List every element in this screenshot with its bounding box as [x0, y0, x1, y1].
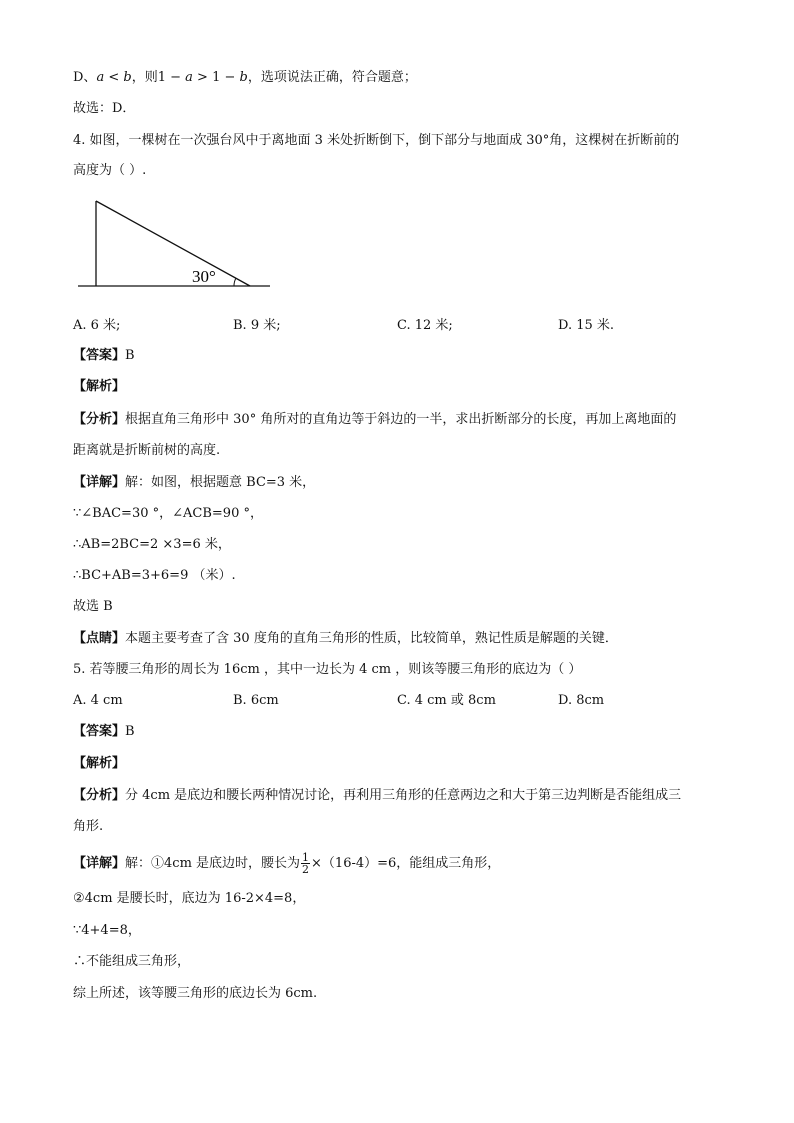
q3-conclusion: ，选项说法正确，符合题意；: [247, 70, 417, 85]
q5-xiangjie-post: ×（16-4）=6，能组成三角形，: [311, 856, 501, 871]
q3-expr2-gt: > 1 −: [192, 70, 240, 85]
q4-xiangjie-tag: 【详解】: [73, 475, 126, 490]
q3-expr-b: b: [123, 70, 132, 85]
q4-dianjing-tag: 【点睛】: [73, 631, 126, 646]
q5-stem: 5. 若等腰三角形的周长为 16cm ，其中一边长为 4 cm ，则该等腰三角形的底边为（ ）: [73, 662, 582, 677]
q4-step1: ∵∠BAC=30 °，∠ACB=90 °，: [73, 506, 263, 521]
q3-then: ，则: [131, 70, 158, 85]
q4-step3: ∴BC+AB=3+6=9 （米）.: [73, 568, 236, 583]
q5-analysis-tag: 【解析】: [73, 756, 126, 771]
q5-frac-numerator: 1: [302, 851, 310, 864]
q4-analysis-tag: 【解析】: [73, 379, 126, 394]
q5-step1: ∵4+4=8，: [73, 923, 141, 938]
q4-answer: B: [125, 348, 135, 363]
q4-option-d: D. 15 米.: [558, 318, 615, 333]
q5-option-d: D. 8cm: [558, 693, 605, 708]
q5-fenxi-line2: 角形.: [73, 819, 104, 834]
q4-option-b: B. 9 米;: [233, 318, 281, 333]
q4-fenxi-text1: 根据直角三角形中 30° 角所对的直角边等于斜边的一半，求出折断部分的长度，再加上离地面的: [125, 412, 677, 427]
q4-step2: ∴AB=2BC=2 ×3=6 米，: [73, 537, 231, 552]
q5-frac-denominator: 2: [302, 863, 310, 876]
q4-fallen-part: [96, 201, 250, 286]
q3-option-d-prefix: D、: [73, 70, 97, 85]
q5-fraction: [301, 852, 310, 875]
q4-angle-arc: [234, 278, 236, 286]
q3-choose: 故选：D．: [73, 101, 136, 116]
q5-answer-line: [73, 722, 135, 742]
q4-answer-line: [73, 346, 135, 366]
q5-fenxi-line1: [73, 786, 681, 806]
q4-stem-line2: 高度为（ ）.: [73, 163, 147, 178]
q5-option-c: C. 4 cm 或 8cm: [397, 693, 496, 708]
q3-expr-lt: <: [104, 70, 124, 85]
q4-angle-label: 30°: [192, 267, 216, 286]
q5-answer-tag: 【答案】: [73, 724, 126, 739]
q4-fenxi-line2: 距离就是折断前树的高度.: [73, 443, 221, 458]
q5-summary: 综上所述，该等腰三角形的底边长为 6cm.: [73, 986, 318, 1001]
q5-step2: ∴不能组成三角形，: [73, 954, 191, 969]
q3-expr2-1: 1 −: [157, 70, 186, 85]
q5-xiangjie-line: [73, 851, 500, 877]
q5-xiangjie-pre: 解：①4cm 是底边时，腰长为: [125, 856, 301, 871]
q4-triangle-figure: [76, 194, 276, 294]
q5-fenxi-text1: 分 4cm 是底边和腰长两种情况讨论，再利用三角形的任意两边之和大于第三边判断是否能组成三: [125, 788, 682, 803]
q5-answer: B: [125, 724, 135, 739]
q4-answer-tag: 【答案】: [73, 348, 126, 363]
q4-option-a: A. 6 米;: [73, 318, 121, 333]
q4-fenxi-tag: 【分析】: [73, 412, 126, 427]
q5-case2: ②4cm 是腰长时，底边为 16-2×4=8，: [73, 891, 306, 906]
q4-option-c: C. 12 米;: [397, 318, 453, 333]
q3-expr2-a: a: [185, 70, 193, 85]
q4-stem-line1: 4. 如图，一棵树在一次强台风中于离地面 3 米处折断倒下，倒下部分与地面成 30°角，这棵树在折断前的: [73, 133, 680, 148]
q5-option-b: B. 6cm: [233, 693, 279, 708]
q4-dianjing-text: 本题主要考查了含 30 度角的直角三角形的性质，比较简单，熟记性质是解题的关键．: [125, 631, 618, 646]
q4-xiangjie-text: 解：如图，根据题意 BC=3 米，: [125, 475, 316, 490]
q4-xiangjie-line: [73, 473, 315, 493]
q5-xiangjie-tag: 【详解】: [73, 856, 126, 871]
q3-expr-a: a: [96, 70, 105, 85]
q5-fenxi-tag: 【分析】: [73, 788, 126, 803]
q5-option-a: A. 4 cm: [73, 693, 123, 708]
q3-expr2-b: b: [239, 70, 248, 85]
q4-fenxi-line1: [73, 410, 676, 430]
q4-dianjing-line: [73, 629, 618, 649]
q4-choose: 故选 B: [73, 599, 113, 614]
q3-option-d-line: [73, 68, 417, 88]
